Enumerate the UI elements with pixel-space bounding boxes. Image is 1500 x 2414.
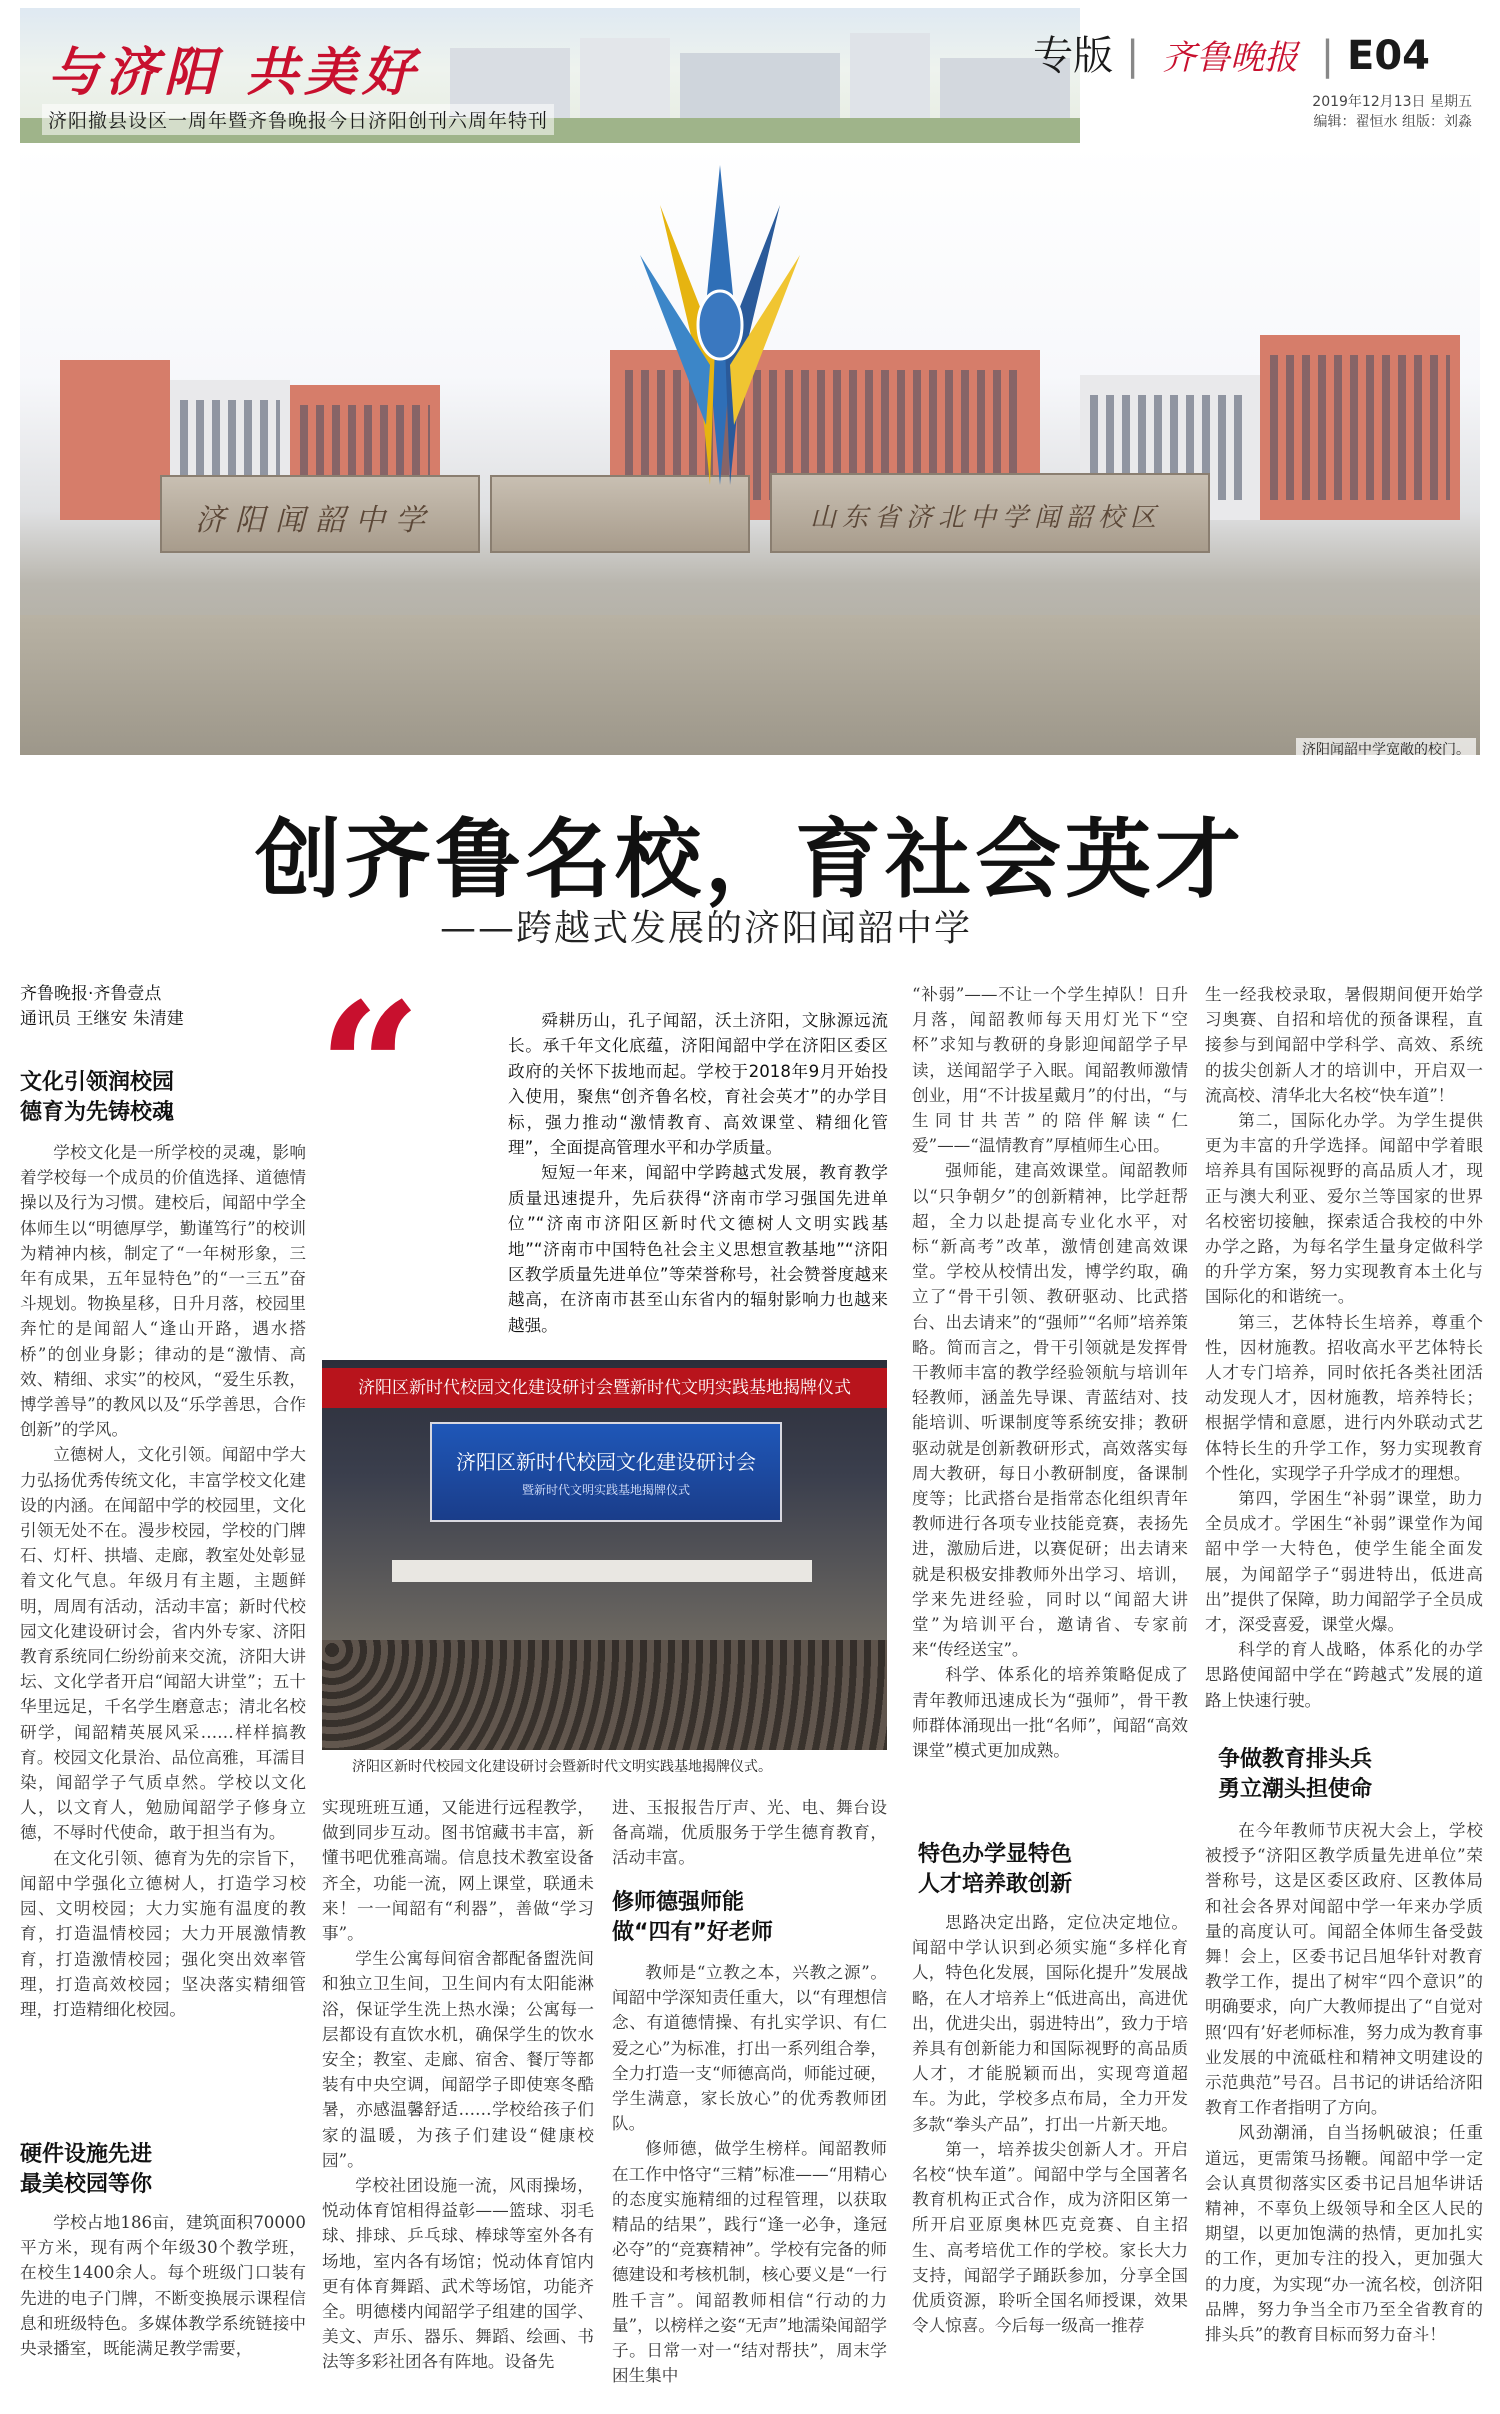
column-5b — [1205, 1818, 1483, 2405]
subhead-teachers: 修师德强师能 做“四有”好老师 — [612, 1890, 773, 1945]
section-label: 专版 — [1033, 33, 1114, 79]
subhead-culture: 文化引领润校园 德育为先铸校魂 — [20, 1070, 175, 1125]
paragraph: 学校社团设施一流，风雨操场，悦动体育馆相得益彰——篮球、羽毛球、排球、乒乓球、棒球等室外各有场地，室内各有场馆；悦动体育馆内更有体育舞蹈、武术等场馆，功能齐全。明德楼内闻韶学子组建的国学、美文、声乐、器乐、舞蹈、绘画、书法等多彩社团各有阵地。设备先 — [322, 2176, 594, 2372]
paragraph: 教师是“立教之本，兴教之源”。闻韶中学深知责任重大，以“有理想信念、有道德情操、有扎实学识、有仁爱之心”为标准，打出一系列组合拳，全力打造一支“师德高尚，师能过硬，学生满意，家长放心”的优秀教师团队。 — [612, 1963, 887, 2134]
byline-authors: 通讯员 王继安 朱清建 — [20, 1009, 184, 1029]
paragraph: 实现班班互通，又能进行远程教学，做到同步互动。图书馆藏书丰富，新懂书吧优雅高端。信息技术教室设备齐全，功能一流，网上课堂，联通未来！一一闻韶有“利器”，善做“学习事”。 — [322, 1798, 594, 1944]
section-tag: 专版 | 齐鲁晚报 | E04 — [1033, 33, 1430, 79]
header-subtitle: 济阳撤县设区一周年暨齐鲁晚报今日济阳创刊六周年特刊 — [42, 104, 554, 135]
issue-date: 2019年12月13日 星期五 — [1312, 94, 1472, 110]
paragraph: 学校文化是一所学校的灵魂，影响着学校每一个成员的价值选择、道德情操以及行为习惯。建校后，闻韶中学全体师生以“明德厚学，勤谨笃行”的校训为精神内核，制定了“一年树形象，三年有成果，五年显特色”的“一三五”奋斗规划。物换星移，日升月落，校园里奔忙的是闻韶人“逢山开路，遇水搭桥”的创业身影；律动的是“激情、高效、精细、求实”的校风，“爱生乐教，博学善导”的教风以及“乐学善思，合作创新”的学风。 — [20, 1143, 306, 1440]
intro-lead — [508, 1008, 888, 1348]
paragraph: 学生公寓每间宿舍都配备盥洗间和独立卫生间，卫生间内有太阳能淋浴，保证学生洗上热水澡；公寓每一层都设有直饮水机，确保学生的饮水安全；教室、走廊、宿舍、餐厅等都装有中央空调，闻韶学子即使寒冬酷暑，亦感温馨舒适……学校给孩子们家的温暖，为孩子们建设“健康校园”。 — [322, 1949, 594, 2170]
column-4b — [912, 1910, 1188, 2405]
editors: 编辑：翟恒水 组版：刘淼 — [1313, 114, 1472, 130]
header-slogan: 与济阳 共美好 — [48, 42, 421, 103]
conference-photo — [322, 1360, 887, 1750]
hero-caption: 济阳闻韶中学宽敞的校门。 — [1296, 738, 1476, 760]
column-3b — [612, 1960, 887, 2405]
subhead-special: 特色办学显特色 人才培养敢创新 — [918, 1842, 1073, 1897]
article-subtitle: ——跨越式发展的济阳闻韶中学 — [440, 908, 973, 949]
column-2 — [322, 1795, 594, 2405]
byline — [20, 982, 184, 1032]
paragraph: 修师德，做学生榜样。闻韶教师在工作中恪守“三精”标准——“用精心的态度实施精细的过程管理，以获取精品的结果”，践行“逢一必争，逢冠必夺”的“竞赛精神”。学校有完备的师德建设和考核机制，核心要义是“一行胜千言”。闻韶教师相信“行动的力量”，以榜样之姿“无声”地濡染闻韶学子。日常一对一“结对帮扶”，周末学困生集中 — [612, 2139, 887, 2386]
subhead-facilities: 硬件设施先进 最美校园等你 — [20, 2142, 153, 2197]
conference-caption: 济阳区新时代校园文化建设研讨会暨新时代文明实践基地揭牌仪式。 — [352, 1759, 772, 1775]
article-title: 创齐鲁名校，育社会英才 — [255, 810, 1245, 910]
page-info — [1312, 92, 1472, 132]
paragraph: 在文化引领、德育为先的宗旨下，闻韶中学强化立德树人，打造学习校园、文明校园；大力实施有温度的教育，打造温情校园；大力开展激情教育，打造激情校园；强化突出效率管理，打造高效校园；坚决落实精细管理，打造精细化校园。 — [20, 1848, 306, 2019]
paragraph: 进、玉报报告厅声、光、电、舞台设备高端，优质服务于学生德育教育，活动丰富。 — [612, 1798, 887, 1868]
paragraph: 第一，培养拔尖创新人才。开启名校“快车道”。闻韶中学与全国著名教育机构正式合作，成为济阳区第一所开启亚原奥林匹克竞赛、自主招生、高考培优工作的学校。家长大力支持，闻韶学子踊跃参加，分享全国优质资源，聆听全国名师授课，效果令人惊喜。今后每一级高一推荐 — [912, 2139, 1188, 2336]
paragraph: 风劲潮涌，自当扬帆破浪；任重道远，更需策马扬鞭。闻韶中学一定会认真贯彻落实区委书记吕旭华讲话精神，不辜负上级领导和全区人民的期望，以更加饱满的热情，更加扎实的工作，更加专注的投入，更加强大的力度，为实现“办一流名校，创济阳品牌，努力争当全市乃至全省教育的排头兵”的教育目标而努力奋斗！ — [1205, 2123, 1483, 2345]
paragraph: 生一经我校录取，暑假期间便开始学习奥赛、自招和培优的预备课程，直接参与到闻韶中学科学、高效、系统的拔尖创新人才的培训中，开启双一流高校、清华北大名校“快车道”！ — [1205, 985, 1483, 1105]
gate-inscription-left: 济阳闻韶中学 — [195, 503, 435, 538]
column-5 — [1205, 982, 1483, 1710]
masthead-banner — [20, 8, 1080, 143]
subhead-pioneer: 争做教育排头兵 勇立潮头担使命 — [1218, 1747, 1373, 1802]
column-1b — [20, 2210, 306, 2405]
column-3 — [612, 1795, 887, 1870]
paragraph: 科学的育人战略，体系化的办学思路使闻韶中学在“跨越式”发展的道路上快速行驶。 — [1205, 1640, 1483, 1710]
column-4 — [912, 982, 1188, 1800]
gate-sculpture — [640, 165, 800, 485]
paragraph: 第二，国际化办学。为学生提供更为丰富的升学选择。闻韶中学着眼培养具有国际视野的高品质人才，现正与澳大利亚、爱尔兰等国家的世界名校密切接触，探索适合我校的中外办学之路，为每名学生量身定做科学的升学方案，努力实现教育本土化与国际化的和谐统一。 — [1205, 1111, 1483, 1307]
conference-banner: 济阳区新时代校园文化建设研讨会暨新时代文明实践基地揭牌仪式 — [322, 1368, 887, 1408]
quote-mark: “ — [318, 964, 422, 1175]
paragraph: 思路决定出路，定位决定地位。闻韶中学认识到必须实施“多样化育人，特色化发展，国际化提升”发展战略，在人才培养上“低进高出，高进优出，优进尖出，弱进特出”，致力于培养具有创新能力和国际视野的高品质人才，才能脱颖而出，实现弯道超车。为此，学校多点布局，全力开发多款“拳头产品”，打出一片新天地。 — [912, 1913, 1188, 2134]
paragraph: 第三，艺体特长生培养，尊重个性，因材施教。招收高水平艺体特长人才专门培养，同时依托各类社团活动发现人才，因材施教，培养特长；根据学情和意愿，进行内外联动式艺体特长生的升学工作，努力实现教育个性化，实现学子升学成才的理想。 — [1205, 1312, 1483, 1483]
page-number: E04 — [1347, 33, 1430, 79]
gate-wall-right — [490, 475, 750, 553]
conference-screen: 济阳区新时代校园文化建设研讨会 暨新时代文明实践基地揭牌仪式 — [430, 1422, 782, 1522]
paragraph: 第四，学困生“补弱”课堂，助力全员成才。学困生“补弱”课堂作为闻韶中学一大特色，使学生能全面发展，为闻韶学子“弱进特出，低进高出”提供了保障，助力闻韶学子全员成才，深受喜爱，课堂火爆。 — [1205, 1489, 1483, 1635]
gate-inscription-right: 山东省济北中学闻韶校区 — [810, 503, 1163, 533]
paragraph: 学校占地186亩，建筑面积70000平方米，现有两个年级30个教学班，在校生1400余人。每个班级门口装有先进的电子门牌，不断变换展示课程信息和班级特色。多媒体教学系统链接中央录播室，既能满足教学需要， — [20, 2213, 306, 2359]
stage-table — [392, 1560, 812, 1582]
paragraph: 科学、体系化的培养策略促成了青年教师迅速成长为“强师”，骨干教师群体涌现出一批“名师”，闻韶“高效课堂”模式更加成熟。 — [912, 1665, 1188, 1761]
column-1 — [20, 1140, 306, 2080]
intro-paragraph-1: 舜耕历山，孔子闻韶，沃土济阳，文脉源远流长。承千年文化底蕴，济阳闻韶中学在济阳区委区政府的关怀下拔地而起。学校于2018年9月开始投入使用，聚焦“创齐鲁名校，育社会英才”的办学目标，强力推动“激情教育、高效课堂、精细化管理”，全面提高管理水平和办学质量。 — [508, 1011, 888, 1158]
byline-source: 齐鲁晚报·齐鲁壹点 — [20, 984, 162, 1004]
intro-paragraph-2: 短短一年来，闻韶中学跨越式发展，教育教学质量迅速提升，先后获得“济南市学习强国先进单位”“济南市济阳区新时代文德树人文明实践基地”“济南市中国特色社会主义思想宣教基地”“济阳区教学质量先进单位”等荣誉称号，社会赞誉度越来越高，在济南市甚至山东省内的辐射影响力也越来越强。 — [508, 1163, 888, 1335]
audience — [322, 1640, 887, 1750]
hero-photo — [20, 145, 1480, 755]
paragraph: “补弱”——不让一个学生掉队！日升月落，闻韶教师每天用灯光下“空杯”求知与教研的身影迎闻韶学子早读，送闻韶学子入眠。闻韶教师激情创业，用“不计拔星戴月”的付出，“与生同甘共苦”的陪伴解读“仁爱”——“温情教育”厚植师生心田。 — [912, 985, 1188, 1156]
paragraph: 立德树人，文化引领。闻韶中学大力弘扬优秀传统文化，丰富学校文化建设的内涵。在闻韶中学的校园里，文化引领无处不在。漫步校园，学校的门牌石、灯杆、拱墙、走廊，教室处处彰显着文化气息。年级月有主题，主题鲜明，周周有活动，活动丰富；新时代校园文化建设研讨会，省内外专家、济阳教育系统同仁纷纷前来交流，济阳大讲坛、文化学者开启“闻韶大讲堂”；五十华里远足，千名学生磨意志；清北名校研学，闻韶精英展风采……样样搞教育。校园文化景治、品位高雅，耳濡目染，闻韶学子气质卓然。学校以文化人，以文育人，勉励闻韶学子修身立德，不辱时代使命，敢于担当有为。 — [20, 1445, 306, 1843]
newspaper-logo: 齐鲁晚报 — [1162, 38, 1299, 78]
paragraph: 强师能，建高效课堂。闻韶教师以“只争朝夕”的创新精神，比学赶帮超，全力以赴提高专业化水平，对标“新高考”改革，激情创建高效课堂。学校从校情出发，博学约取，确立了“骨干引领、教研驱动、比武搭台、出去请来”的“强师”“名师”培养策略。简而言之，骨干引领就是发挥骨干教师丰富的教学经验领航与培训年轻教师，涵盖先导课、青蓝结对、技能培训、听课制度等系统安排；教研驱动就是创新教研形式，高效落实每周大教研，每日小教研制度，备课制度等；比武搭台是指常态化组织青年教师进行各项专业技能竞赛，表扬先进，激励后进，以赛促研；出去请来就是积极安排教师外出学习、培训，学来先进经验，同时以“闻韶大讲堂”为培训平台，邀请省、专家前来“传经送宝”。 — [912, 1161, 1188, 1660]
paragraph: 在今年教师节庆祝大会上，学校被授予“济阳区教学质量先进单位”荣誉称号，这是区委区政府、区教体局和社会各界对闻韶中学一年来办学质量的高度认可。闻韶全体师生备受鼓舞！会上，区委书记吕旭华针对教育教学工作，提出了树牢“四个意识”的明确要求，向广大教师提出了“自觉对照‘四有’好老师标准，努力成为教育事业发展的中流砥柱和精神文明建设的示范典范”号召。吕书记的讲话给济阳教育工作者指明了方向。 — [1205, 1821, 1483, 2118]
